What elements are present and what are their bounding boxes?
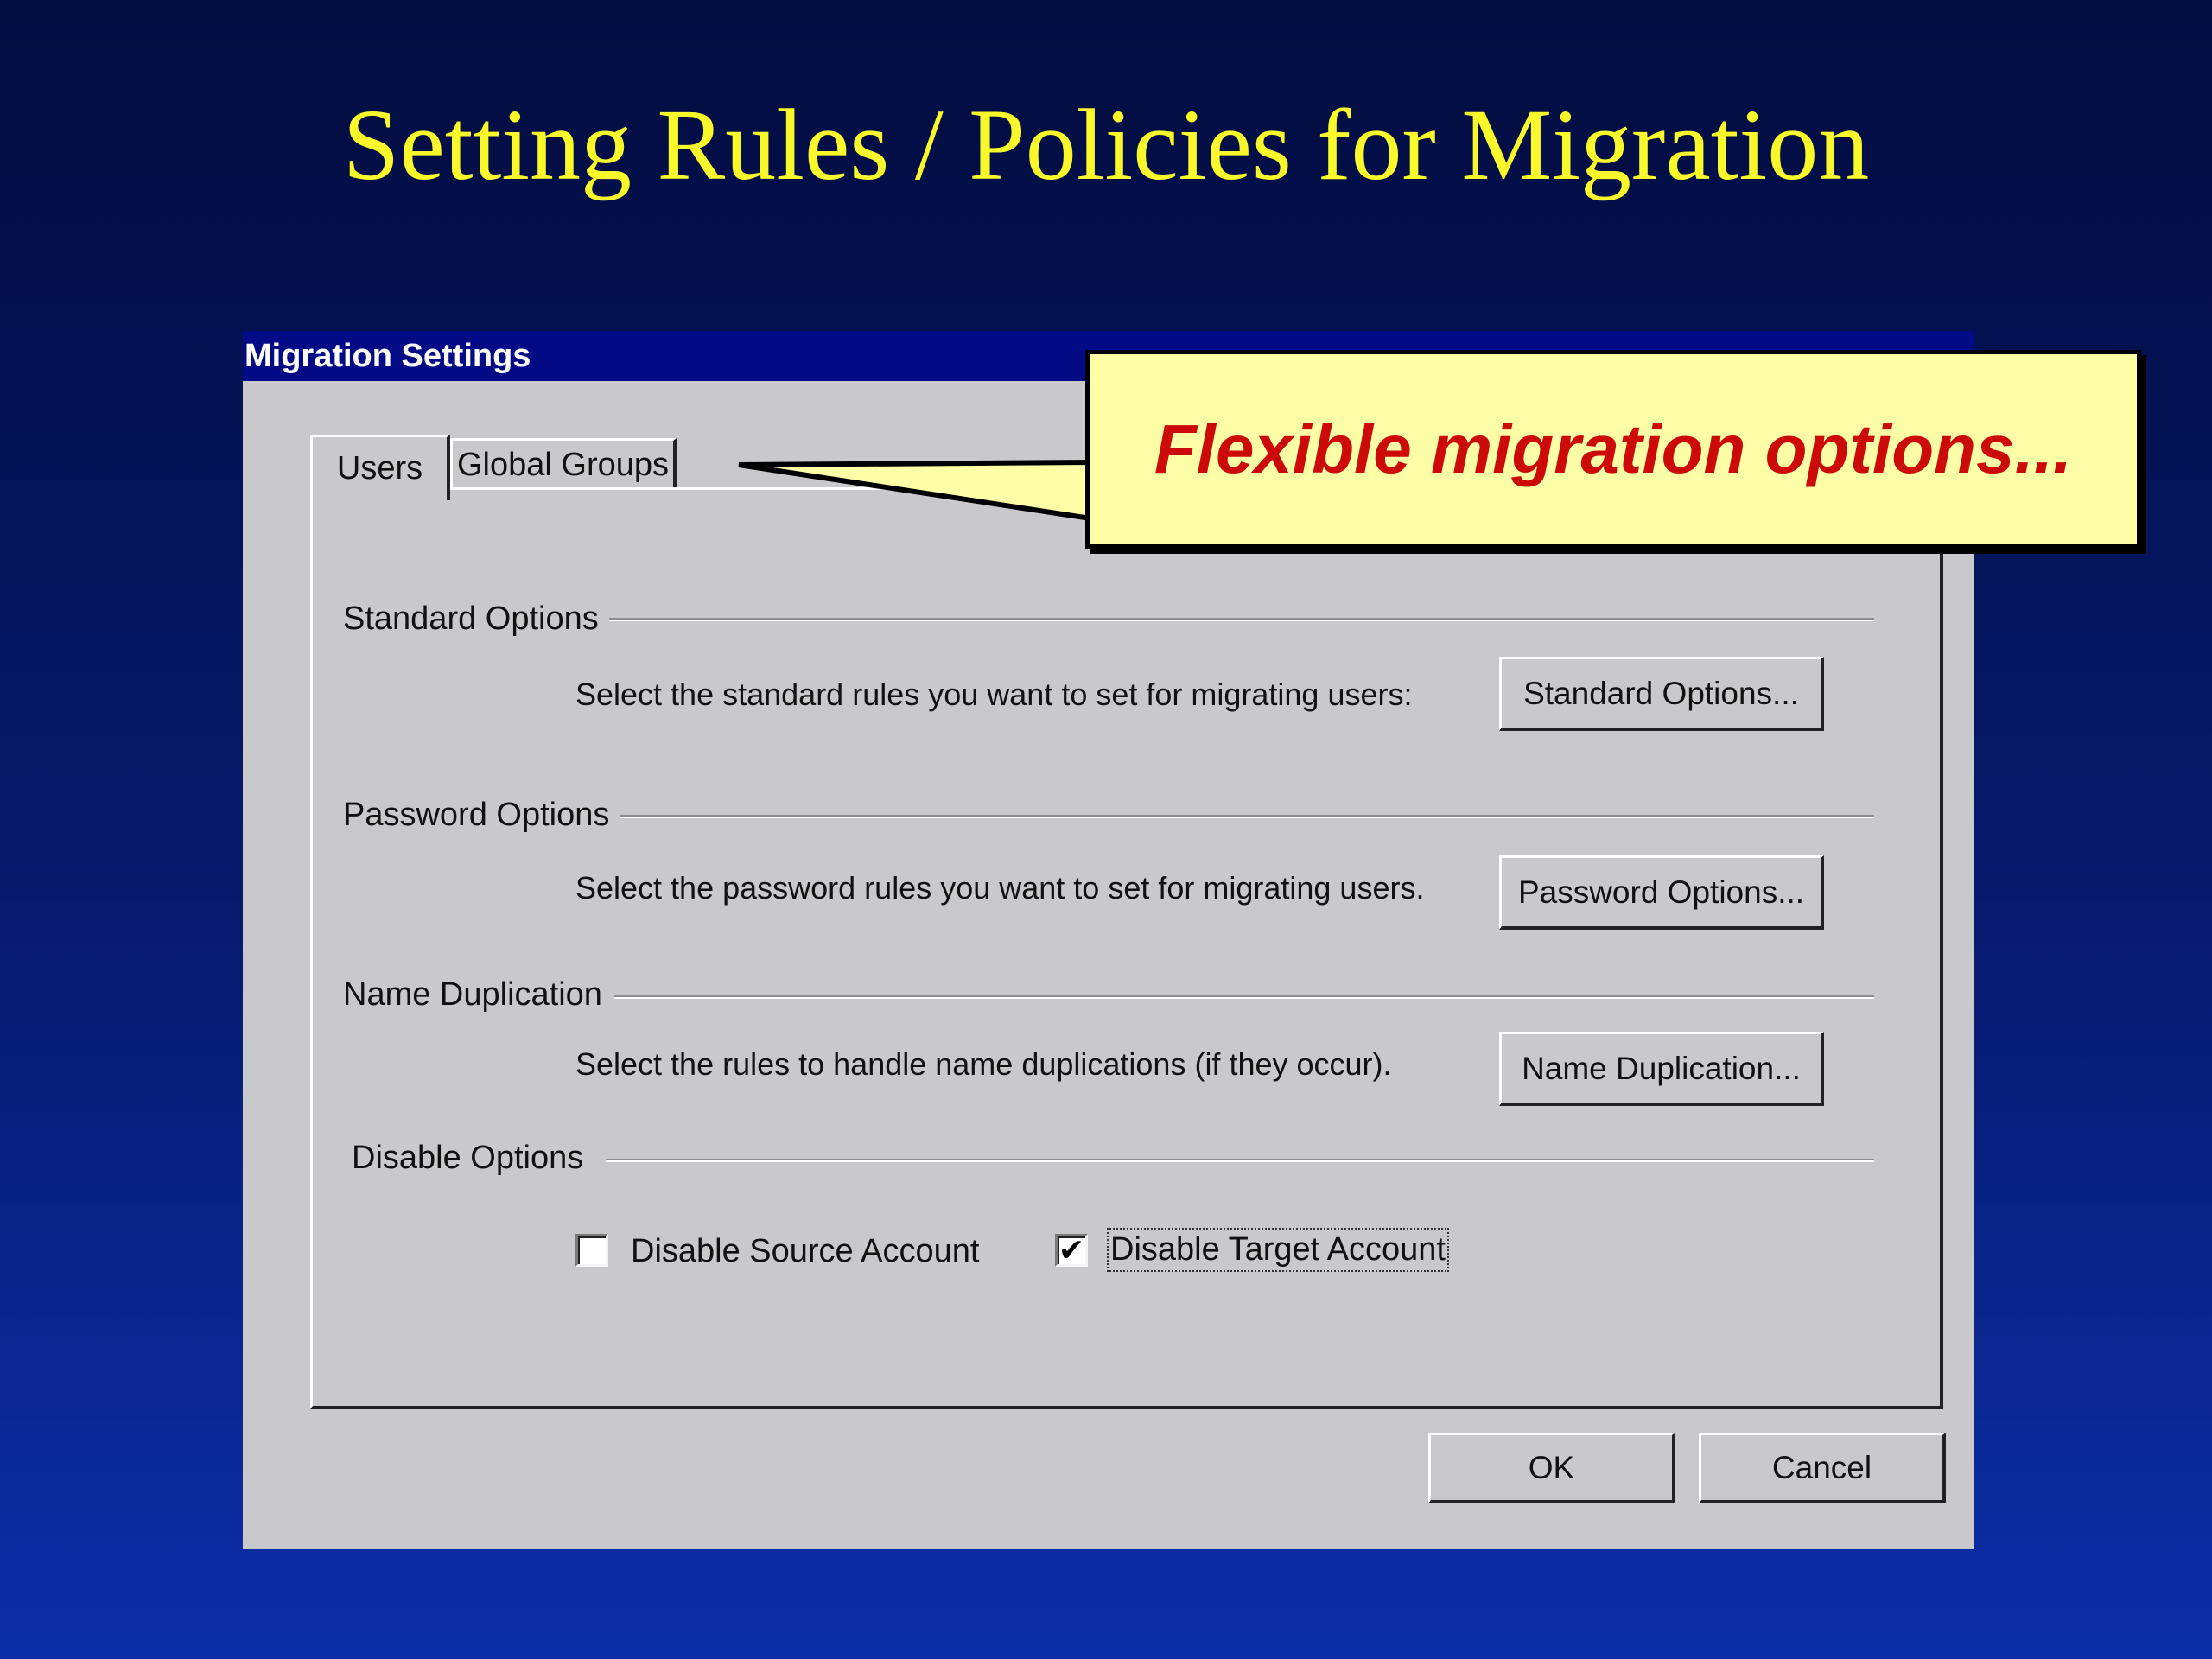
standard-options-button[interactable]: Standard Options...	[1499, 657, 1824, 731]
name-duplication-description: Select the rules to handle name duplications (if they occur).	[575, 1046, 1392, 1082]
disable-target-account-label[interactable]: Disable Target Account	[1110, 1231, 1446, 1268]
dialog-titlebar[interactable]: Migration Settings	[243, 331, 1974, 381]
ok-button[interactable]: OK	[1428, 1433, 1675, 1503]
disable-options-group-label: Disable Options	[352, 1140, 594, 1177]
tab-global-groups-label: Global Groups	[456, 447, 669, 483]
slide-title: Setting Rules / Policies for Migration	[342, 88, 1870, 201]
password-options-button[interactable]: Password Options...	[1499, 855, 1824, 930]
standard-options-description: Select the standard rules you want to set for migrating users:	[575, 677, 1413, 712]
name-duplication-group-label: Name Duplication	[343, 976, 613, 1014]
standard-options-group-label: Standard Options	[343, 601, 609, 638]
tab-users[interactable]	[310, 435, 450, 500]
callout-text: Flexible migration options...	[1154, 410, 2073, 487]
tab-users-label: Users	[336, 450, 423, 486]
disable-source-account-label[interactable]: Disable Source Account	[631, 1233, 980, 1269]
name-duplication-button[interactable]: Name Duplication...	[1499, 1032, 1824, 1106]
callout-box	[1085, 350, 2141, 549]
checkmark-icon: ✔	[1058, 1232, 1085, 1268]
cancel-button[interactable]: Cancel	[1699, 1433, 1946, 1503]
password-options-group-label: Password Options	[343, 797, 620, 834]
password-options-description: Select the password rules you want to set for migrating users.	[575, 870, 1425, 906]
